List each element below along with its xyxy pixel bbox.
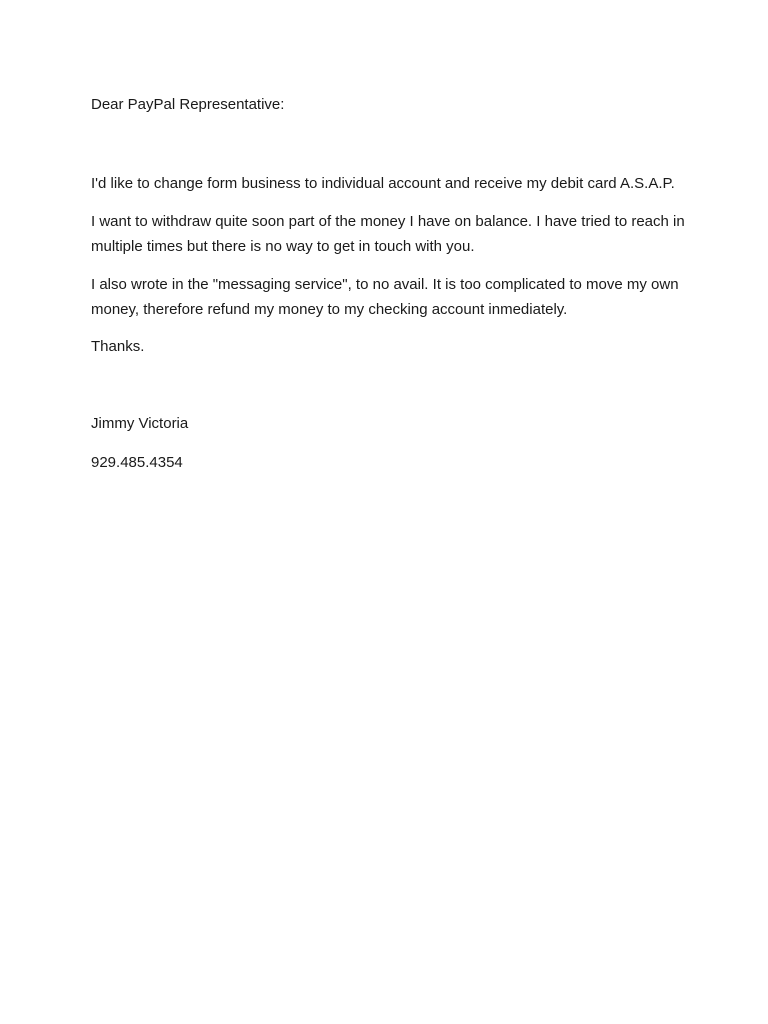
- signature-name: Jimmy Victoria: [91, 415, 189, 432]
- paragraph-withdraw: I want to withdraw quite soon part of the money I have on balance. I have tried to reach in multiple times but there is no way to get in touch with you.: [91, 213, 685, 255]
- phone-number: 929.485.4354: [91, 454, 183, 471]
- closing: Thanks.: [91, 338, 145, 355]
- paragraph-account-change: I'd like to change form business to individual account and receive my debit card A.S.A.P.: [91, 175, 675, 192]
- letter-body: [91, 92, 691, 475]
- salutation: Dear PayPal Representative:: [91, 96, 285, 113]
- paragraph-refund-request: I also wrote in the "messaging service", to no avail. It is too complicated to move my own money, therefore refund my money to my checking account inmediately.: [91, 276, 679, 318]
